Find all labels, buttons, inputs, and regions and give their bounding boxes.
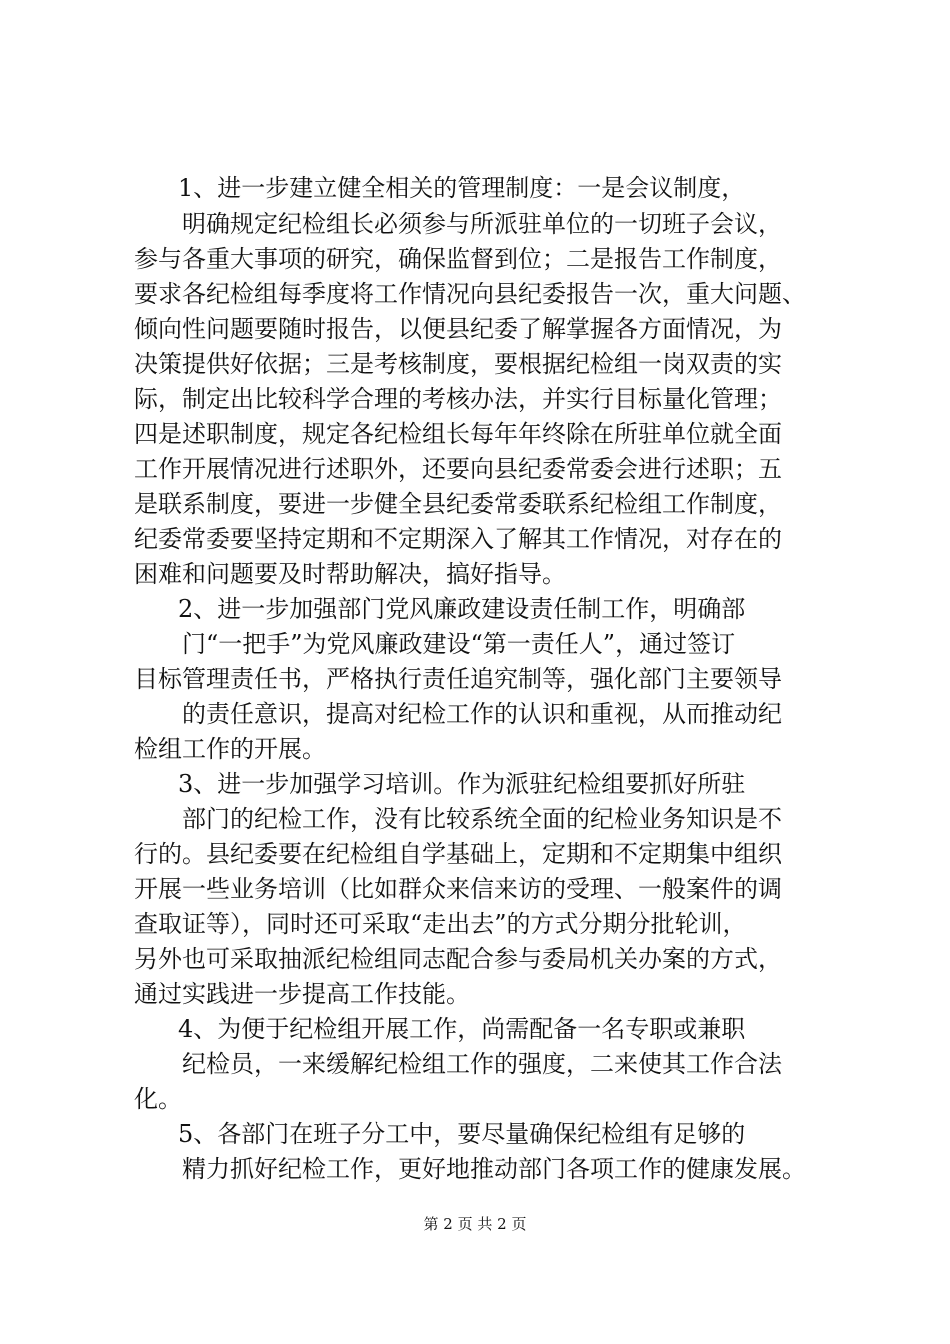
text-line: 明确规定纪检组长必须参与所派驻单位的一切班子会议，: [182, 210, 782, 238]
text-line: 1、进一步建立健全相关的管理制度：一是会议制度，: [178, 174, 746, 202]
text-line: 决策提供好依据；三是考核制度，要根据纪检组一岗双责的实: [134, 350, 782, 378]
text-line: 3、进一步加强学习培训。作为派驻纪检组要抓好所驻: [178, 770, 746, 798]
text-line: 4、为便于纪检组开展工作，尚需配备一名专职或兼职: [178, 1015, 746, 1043]
text-line: 工作开展情况进行述职外，还要向县纪委常委会进行述职；五: [134, 455, 782, 483]
text-line: 部门的纪检工作，没有比较系统全面的纪检业务知识是不: [182, 805, 782, 833]
text-line: 检组工作的开展。: [134, 735, 326, 763]
text-line: 纪委常委要坚持定期和不定期深入了解其工作情况，对存在的: [134, 525, 782, 553]
text-line: 通过实践进一步提高工作技能。: [134, 980, 470, 1008]
text-line: 倾向性问题要随时报告，以便县纪委了解掌握各方面情况，为: [134, 315, 782, 343]
text-line: 查取证等），同时还可采取“走出去”的方式分期分批轮训，: [134, 910, 747, 938]
text-line: 的责任意识，提高对纪检工作的认识和重视，从而推动纪: [182, 700, 782, 728]
text-line: 精力抓好纪检工作，更好地推动部门各项工作的健康发展。: [182, 1155, 806, 1183]
text-line: 另外也可采取抽派纪检组同志配合参与委局机关办案的方式，: [134, 945, 782, 973]
text-line: 际，制定出比较科学合理的考核办法，并实行目标量化管理；: [134, 385, 782, 413]
text-line: 参与各重大事项的研究，确保监督到位；二是报告工作制度，: [134, 245, 782, 273]
text-line: 是联系制度，要进一步健全县纪委常委联系纪检组工作制度，: [134, 490, 782, 518]
text-line: 目标管理责任书，严格执行责任追究制等，强化部门主要领导: [134, 665, 782, 693]
text-line: 门“一把手”为党风廉政建设“第一责任人”，通过签订: [182, 630, 736, 658]
text-line: 四是述职制度，规定各纪检组长每年年终除在所驻单位就全面: [134, 420, 782, 448]
text-line: 化。: [134, 1085, 182, 1113]
text-line: 2、进一步加强部门党风廉政建设责任制工作，明确部: [178, 595, 746, 623]
text-line: 开展一些业务培训（比如群众来信来访的受理、一般案件的调: [134, 875, 782, 903]
page-number-footer: 第 2 页 共 2 页: [423, 1215, 527, 1233]
text-line: 5、各部门在班子分工中，要尽量确保纪检组有足够的: [178, 1120, 746, 1148]
text-line: 纪检员，一来缓解纪检组工作的强度，二来使其工作合法: [182, 1050, 782, 1078]
text-line: 要求各纪检组每季度将工作情况向县纪委报告一次，重大问题、: [134, 280, 806, 308]
text-line: 行的。县纪委要在纪检组自学基础上，定期和不定期集中组织: [134, 840, 782, 868]
text-line: 困难和问题要及时帮助解决，搞好指导。: [134, 560, 566, 588]
